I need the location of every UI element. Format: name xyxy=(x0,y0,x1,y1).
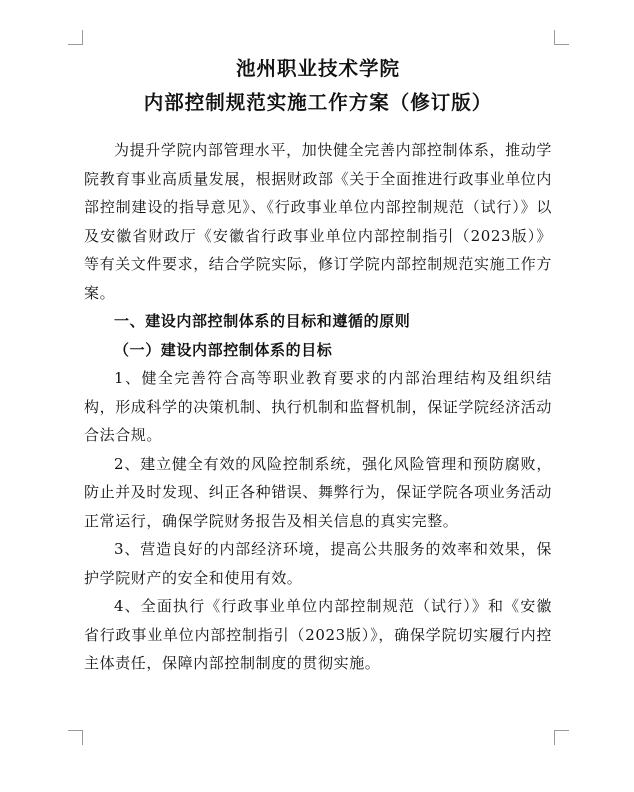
intro-paragraph: 为提升学院内部管理水平，加快健全完善内部控制体系，推动学院教育事业高质量发展，根据财政部《关于全面推进行政事业单位内部控制建设的指导意见》、《行政事业单位内部控制规范（试行）》以及安徽省财政厅《安徽省行政事业单位内部控制指引（2023版）》等有关文件要求，结合学院实际，修订学院内部控制规范实施工作方案。 xyxy=(84,141,553,302)
page-corner-mark-bottom-right xyxy=(554,730,569,745)
page-corner-mark-top-left xyxy=(68,30,83,45)
list-item: 4、全面执行《行政事业单位内部控制规范（试行）》和《安徽省行政事业单位内部控制指引（2023版）》，确保学院切实履行内控主体责任，保障内部控制制度的贯彻实施。 xyxy=(84,597,552,672)
section-heading: 一、建设内部控制体系的目标和遵循的原则 xyxy=(114,312,411,330)
document-title-plan: 内部控制规范实施工作方案（修订版） xyxy=(143,91,493,114)
page-corner-mark-bottom-left xyxy=(68,730,83,745)
document-page xyxy=(84,52,552,678)
subsection-heading: （一）建设内部控制体系的目标 xyxy=(114,340,333,359)
document-title-institution: 池州职业技术学院 xyxy=(235,57,400,80)
list-item: 3、营造良好的内部经济环境，提高公共服务的效率和效果，保护学院财产的安全和使用有效。 xyxy=(84,540,552,587)
list-item: 2、建立健全有效的风险控制系统，强化风险管理和预防腐败，防止并及时发现、纠正各种错误、舞弊行为，保证学院各项业务活动正常运行，确保学院财务报告及相关信息的真实完整。 xyxy=(84,454,553,530)
document-body xyxy=(84,136,552,678)
page-corner-mark-top-right xyxy=(554,30,569,45)
list-item: 1、健全完善符合高等职业教育要求的内部治理结构及组织结构，形成科学的决策机制、执行机制和监督机制，保证学院经济活动合法合规。 xyxy=(84,369,553,444)
